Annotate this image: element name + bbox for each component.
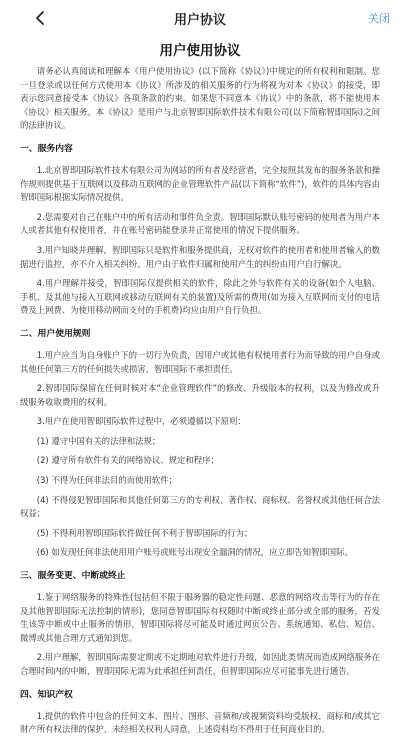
chevron-left-icon <box>34 11 46 25</box>
rule-list-item: (2) 遵守所有软件有关的网络协议、规定和程序； <box>36 455 219 466</box>
section-paragraph: 1.鉴于网络服务的特殊性(包括但不限于服务器的稳定性问题、恶意的网络攻击等行为的存在及其他智即国际无法控制的情形)，您同意智即国际有权随时中断或终止部分或全部的服务，若发生该等中断或中止服务的情形，智即国际将尽可能及时通过网页公告、系统通知、私信、短信、微博或其他合理方式通知到您。 <box>20 592 380 643</box>
nav-title: 用户协议 <box>173 12 226 28</box>
section-paragraph: 2.您需要对自己在账户中的所有活动和事件负全责。智即国际默认账号密码的使用者为用户本人或者其他有权使用者，并在账号密码能登录并正常使用的情况下提供服务。 <box>20 211 380 236</box>
rule-list-item: (3) 不得为任何非法目的而使用软件； <box>36 475 177 486</box>
document-title: 用户使用协议 <box>159 43 241 59</box>
agreement-content[interactable] <box>0 39 400 735</box>
section-paragraph: 2.用户理解，智即国际需要定期或不定期地对软件进行升级，如因此类情况而造成网络服务在合理时间内的中断，智即国际无需为此承担任何责任，但智即国际应尽可能事先进行通告。 <box>20 652 380 676</box>
section-paragraph: 3.用户知晓并理解，智即国际只是软件和服务提供商，无权对软件的使用者和使用者输入的数据进行监控，亦不介入相关纠纷。用户由于软件归属和使用产生的纠纷由用户自行解决。 <box>20 244 380 269</box>
section-paragraph: 3.用户在使用智即国际软件过程中，必须遵循以下原则： <box>36 416 246 427</box>
back-button[interactable] <box>28 6 52 30</box>
section-heading: 一、服务内容 <box>20 143 73 154</box>
rule-list-item: (6) 如发现任何非法使用用户账号或账号出现安全漏洞的情况，应立即告知智即国际。 <box>36 547 353 558</box>
section-heading: 三、服务变更、中断或终止 <box>20 571 126 582</box>
section-paragraph: 1.用户应当为自身账户下的一切行为负责，因用户或其他有权使用者行为而导致的用户自身或其他任何第三方的任何损失或损害，智即国际不承担责任。 <box>20 349 380 374</box>
rule-list-item: (4) 不得侵犯智即国际和其他任何第三方的专利权、著作权、商标权、名誉权或其他任何合法权益； <box>20 494 380 519</box>
section-paragraph: 1.北京智即国际软件技术有限公司为网站的所有者及经营者，完全按照其发布的服务条款和操作规则提供基于互联网以及移动互联网的企业管理软件产品(以下简称“软件”)，软件的具体内容由智即国际根据实际情况提供。 <box>20 164 380 203</box>
section-paragraph: 4.用户理解并接受，智即国际仅提供相关的软件，除此之外与软件有关的设备(如个人电脑、手机、及其他与接入互联网或移动互联网有关的装置)及所需的费用(如为接入互联网而支付的电话费及上网费、为使用移动网而支付的手机费)均应由用户自行负担。 <box>20 278 380 316</box>
section-paragraph: 1.提供的软件中包含的任何文本、图片、图形、音频和/或视频资料均受版权、商标和/或其它财产所有权法律的保护，未经相关权利人同意，上述资料均不得用于任何商业目的。 <box>20 710 380 735</box>
close-link[interactable]: 关闭 <box>368 12 390 25</box>
section-paragraph: 2.智即国际保留在任何时候对本“企业管理软件”的修改、升级版本的权利，以及为修改或升级服务收取费用的权利。 <box>20 383 380 407</box>
nav-bar <box>0 0 400 36</box>
section-heading: 二、用户使用规则 <box>20 328 91 339</box>
section-heading: 四、知识产权 <box>20 689 73 700</box>
intro-paragraph: 请务必认真阅读和理解本《用户使用协议》(以下简称《协议》)中规定的所有权利和限制。您一旦登录或以任何方式使用本《协议》所涉及的相关服务的行为将视为对本《协议》的接受，即表示您同意接受本《协议》各项条款的约束。如果您不同意本《协议》中的条款，将不能使用本《协议》相关服务。本《协议》是用户与北京智即国际软件技术有限公司(以下简称智即国际)之间的法律协议。 <box>20 66 380 131</box>
rule-list-item: (5) 不得利用智即国际软件做任何不利于智即国际的行为； <box>36 527 253 538</box>
rule-list-item: (1) 遵守中国有关的法律和法规； <box>36 435 161 446</box>
